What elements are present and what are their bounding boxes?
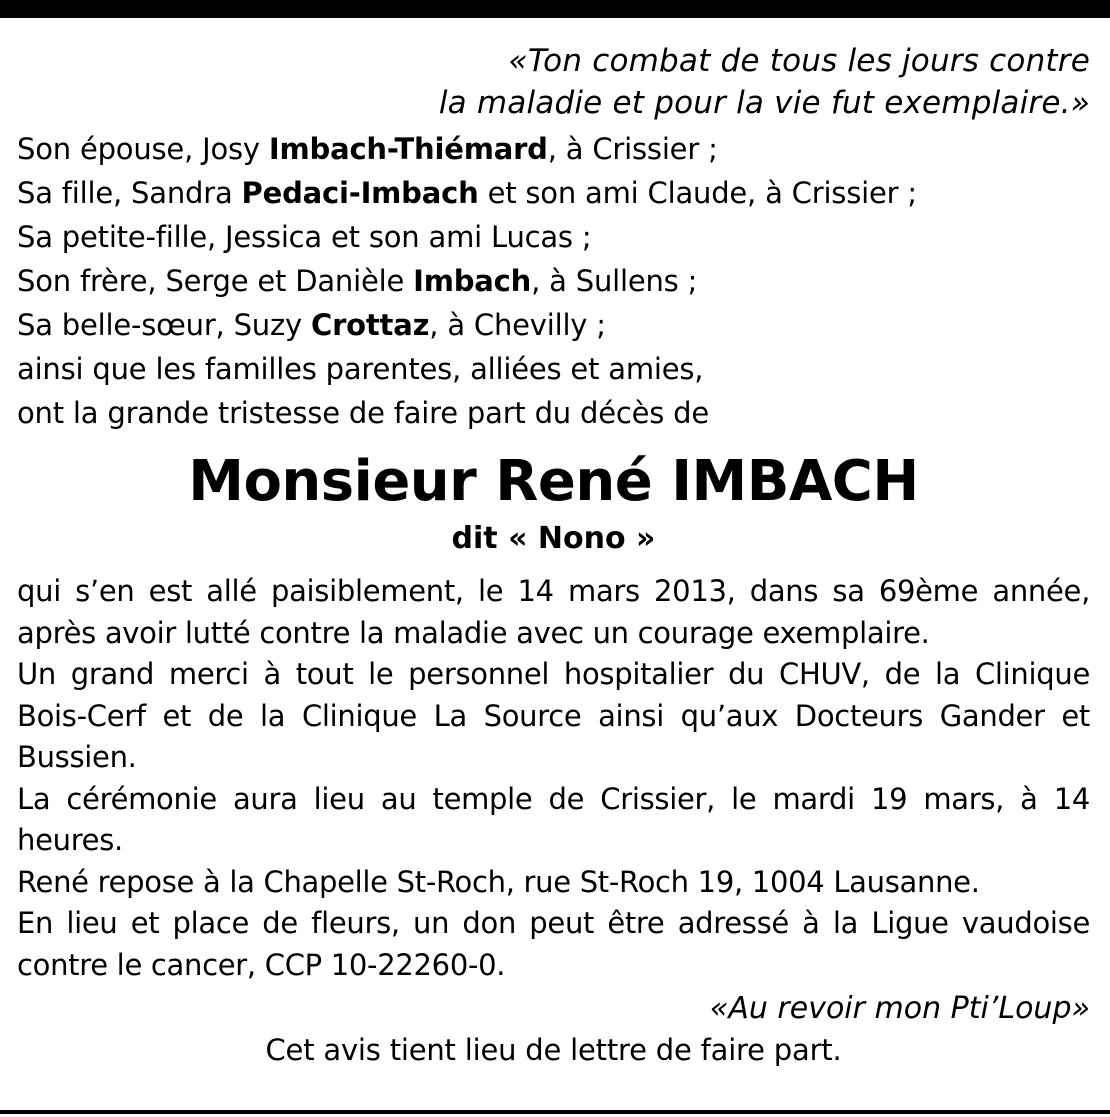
closing-note: Cet avis tient lieu de lettre de faire part. <box>265 1033 842 1067</box>
family-name: Imbach <box>413 264 532 298</box>
opening-quote-line-1: «Ton combat de tous les jours contre <box>508 43 1090 79</box>
families-line: ainsi que les familles parentes, alliées et amies, <box>17 352 704 386</box>
bottom-border-rule <box>0 1110 1110 1114</box>
paragraph-passing: qui s’en est allé paisiblement, le 14 mars 2013, dans sa 69ème année, après avoir lutté contre la maladie avec un courage exemplaire. <box>17 574 1090 650</box>
paragraph-resting-place: René repose à la Chapelle St-Roch, rue St-Roch 19, 1004 Lausanne. <box>17 864 980 899</box>
notice-body <box>17 571 1090 986</box>
paragraph-donation: En lieu et place de fleurs, un don peut être adressé à la Ligue vaudoise contre le cancer, CCP 10-22260-0. <box>17 906 1090 982</box>
family-line-brother: Son frère, Serge et Danièle Imbach, à Sullens ; <box>17 264 698 298</box>
paragraph-thanks: Un grand merci à tout le personnel hospitalier du CHUV, de la Clinique Bois-Cerf et de la Clinique La Source ainsi qu’aux Docteurs Gander et Bussien. <box>17 657 1090 774</box>
opening-quote-line-2: la maladie et pour la vie fut exemplaire.» <box>438 85 1090 121</box>
family-line-daughter: Sa fille, Sandra Pedaci-Imbach et son ami Claude, à Crissier ; <box>17 176 917 210</box>
closing-quote: «Au revoir mon Pti’Loup» <box>709 991 1090 1026</box>
paragraph-ceremony: La cérémonie aura lieu au temple de Crissier, le mardi 19 mars, à 14 heures. <box>17 781 1090 857</box>
deceased-name: Monsieur René IMBACH <box>188 449 919 514</box>
deceased-nickname: dit « Nono » <box>451 521 656 556</box>
top-border-rule <box>0 0 1110 18</box>
opening-quote <box>17 40 1090 124</box>
family-name: Pedaci-Imbach <box>241 176 479 210</box>
family-list <box>17 127 1090 435</box>
family-line-spouse: Son épouse, Josy Imbach-Thiémard, à Crissier ; <box>17 132 718 166</box>
family-name: Crottaz <box>310 308 430 342</box>
family-line-granddaughter: Sa petite-fille, Jessica et son ami Lucas ; <box>17 220 592 254</box>
announcement-line: ont la grande tristesse de faire part du décès de <box>17 396 710 430</box>
family-line-sister-in-law: Sa belle-sœur, Suzy Crottaz, à Chevilly ; <box>17 308 606 342</box>
family-name: Imbach-Thiémard <box>268 132 548 166</box>
obituary-notice <box>17 40 1090 1071</box>
